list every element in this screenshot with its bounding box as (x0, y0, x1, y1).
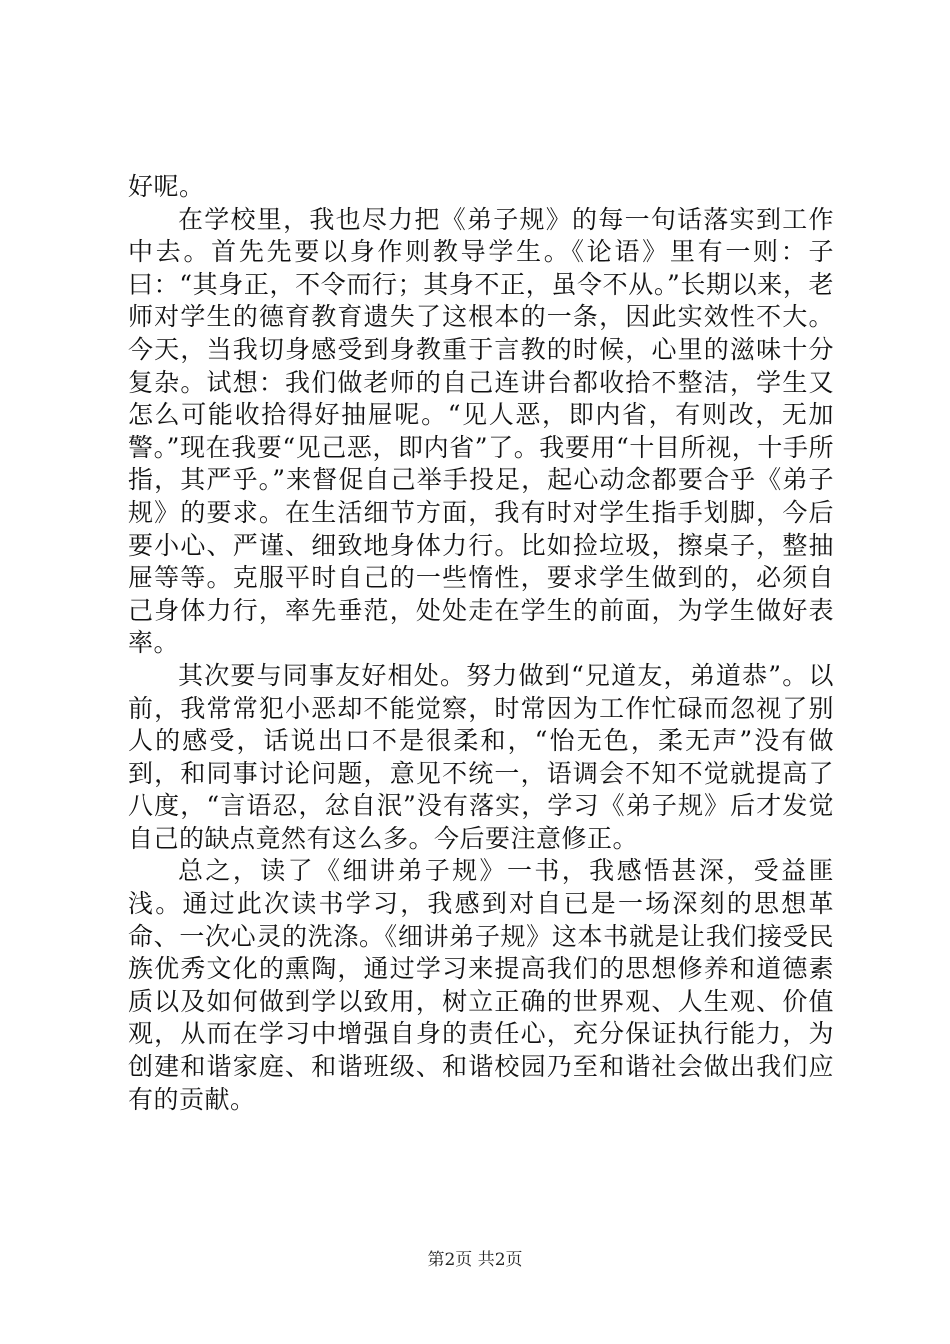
paragraph-colleagues: 其次要与同事友好相处。努力做到“兄道友，弟道恭”。以前，我常常犯小恶却不能觉察，时常因为工作忙碌而忽视了别人的感受，话说出口不是很柔和，“怡无色，柔无声”没有做到，和同事讨论问题，意见不统一，语调会不知不觉就提高了八度，“言语忍，忿自泯”没有落实，学习《弟子规》后才发觉自己的缺点竟然有这么多。今后要注意修正。 (128, 660, 834, 853)
paragraph-conclusion: 总之，读了《细讲弟子规》一书，我感悟甚深，受益匪浅。通过此次读书学习，我感到对自已是一场深刻的思想革命、一次心灵的洗涤。《细讲弟子规》这本书就是让我们接受民族优秀文化的熏陶，通过学习来提高我们的思想修养和道德素质以及如何做到学以致用，树立正确的世界观、人生观、价值观，从而在学习中增强自身的责任心，充分保证执行能力，为创建和谐家庭、和谐班级、和谐校园乃至和谐社会做出我们应有的贡献。 (128, 856, 834, 1114)
document-body (128, 171, 834, 1116)
paragraph-school-practice: 在学校里，我也尽力把《弟子规》的每一句话落实到工作中去。首先先要以身作则教导学生。《论语》里有一则：子曰：“其身正，不令而行；其身不正，虽令不从。”长期以来，老师对学生的德育教育遗失了这根本的一条，因此实效性不大。今天，当我切身感受到身教重于言教的时候，心里的滋味十分复杂。试想：我们做老师的自己连讲台都收拾不整洁，学生又怎么可能收拾得好抽屉呢。“见人恶，即内省，有则改，无加警。”现在我要“见己恶，即内省”了。我要用“十目所视，十手所指，其严乎。”来督促自己举手投足，起心动念都要合乎《弟子规》的要求。在生活细节方面，我有时对学生指手划脚，今后要小心、严谨、细致地身体力行。比如捡垃圾，擦桌子，整抽屉等等。克服平时自己的一些惰性，要求学生做到的，必须自己身体力行，率先垂范，处处走在学生的前面，为学生做好表率。 (128, 204, 834, 658)
page-number-footer: 第2页 共2页 (427, 1250, 523, 1270)
paragraph-continuation: 好呢。 (128, 172, 205, 201)
